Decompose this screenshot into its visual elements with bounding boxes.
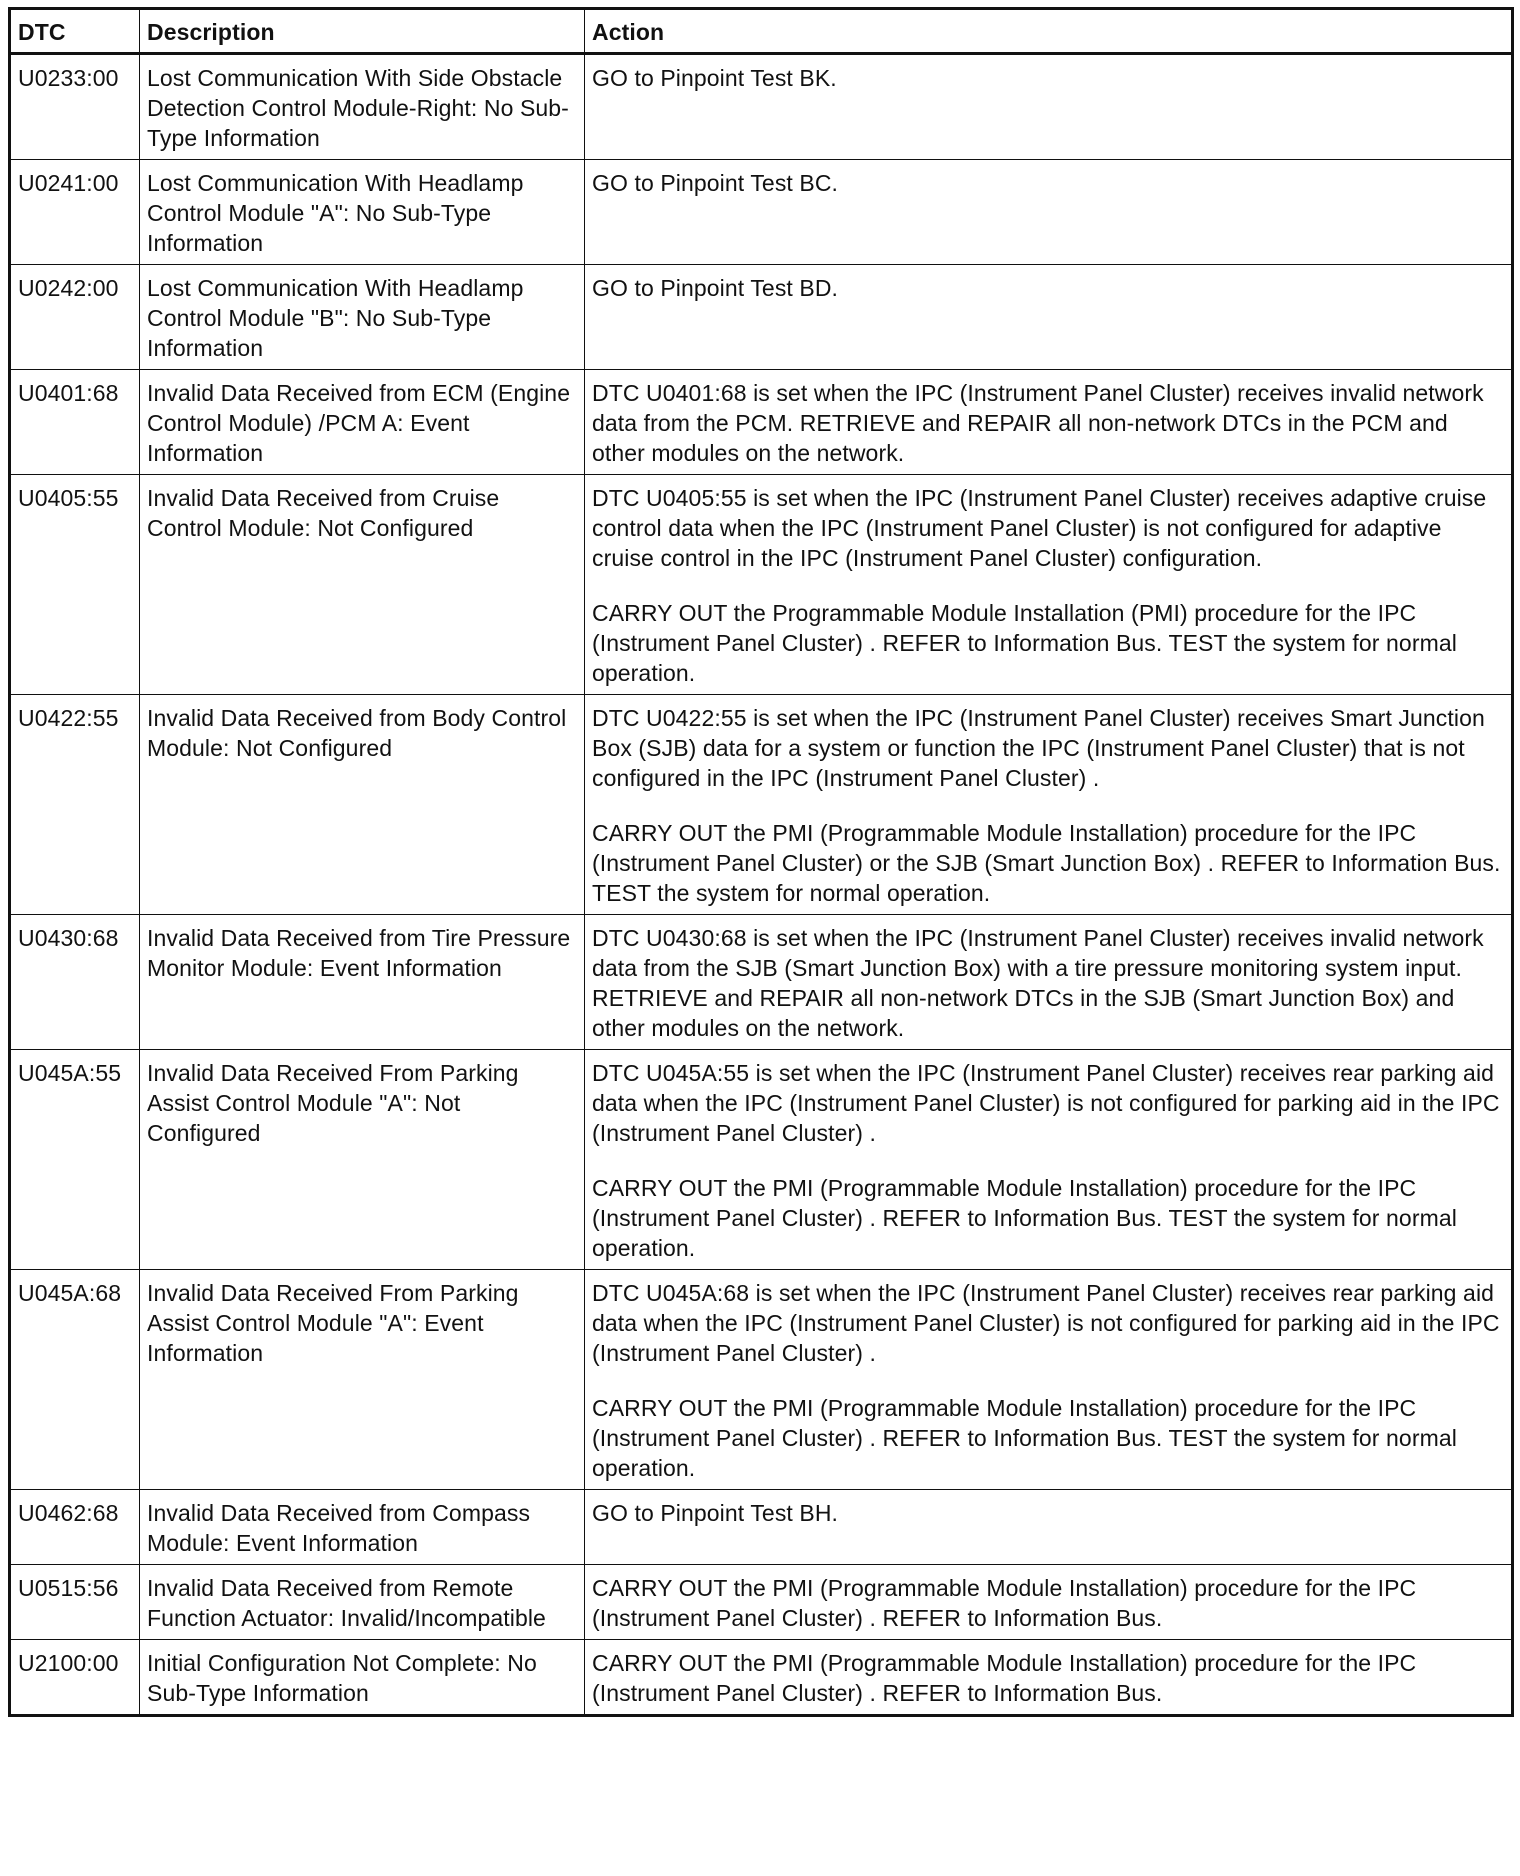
action-cell	[585, 1640, 1513, 1716]
description-cell: Invalid Data Received From Parking Assist Control Module "A": Event Information	[140, 1270, 585, 1490]
action-paragraph: DTC U0422:55 is set when the IPC (Instrument Panel Cluster) receives Smart Junction Box (SJB) data for a system or function the IPC (Instrument Panel Cluster) that is not configured in the IPC (Instrument Panel Cluster) .	[592, 705, 1485, 791]
description-cell: Lost Communication With Headlamp Control Module "A": No Sub-Type Information	[140, 160, 585, 265]
header-action: Action	[585, 9, 1513, 54]
dtc-code-cell: U0401:68	[10, 370, 140, 475]
action-cell	[585, 1050, 1513, 1270]
dtc-code-cell: U2100:00	[10, 1640, 140, 1716]
dtc-code-cell: U0405:55	[10, 475, 140, 695]
action-cell	[585, 54, 1513, 160]
action-paragraph: DTC U045A:68 is set when the IPC (Instrument Panel Cluster) receives rear parking aid data when the IPC (Instrument Panel Cluster) is not configured for parking aid in the IPC (Instrument Panel Cluster) .	[592, 1280, 1500, 1366]
action-paragraph: CARRY OUT the PMI (Programmable Module Installation) procedure for the IPC (Instrument Panel Cluster) or the SJB (Smart Junction Box) . REFER to Information Bus. TEST the system for normal operation.	[592, 820, 1501, 906]
dtc-code-cell: U0242:00	[10, 265, 140, 370]
description-cell: Invalid Data Received from ECM (Engine Control Module) /PCM A: Event Information	[140, 370, 585, 475]
table-row	[10, 54, 1513, 160]
table-row	[10, 370, 1513, 475]
table-row	[10, 475, 1513, 695]
action-cell	[585, 160, 1513, 265]
action-paragraph: DTC U0401:68 is set when the IPC (Instrument Panel Cluster) receives invalid network data from the PCM. RETRIEVE and REPAIR all non-network DTCs in the PCM and other modules on the network.	[592, 380, 1484, 466]
action-cell	[585, 265, 1513, 370]
dtc-code-cell: U0430:68	[10, 915, 140, 1050]
action-paragraph: CARRY OUT the PMI (Programmable Module Installation) procedure for the IPC (Instrument Panel Cluster) . REFER to Information Bus. TEST the system for normal operation.	[592, 1175, 1457, 1261]
table-row	[10, 160, 1513, 265]
action-paragraph: CARRY OUT the PMI (Programmable Module Installation) procedure for the IPC (Instrument Panel Cluster) . REFER to Information Bus.	[592, 1575, 1417, 1631]
description-cell: Invalid Data Received from Cruise Control Module: Not Configured	[140, 475, 585, 695]
header-description: Description	[140, 9, 585, 54]
action-paragraph: DTC U045A:55 is set when the IPC (Instrument Panel Cluster) receives rear parking aid data when the IPC (Instrument Panel Cluster) is not configured for parking aid in the IPC (Instrument Panel Cluster) .	[592, 1060, 1500, 1146]
dtc-code-cell: U045A:68	[10, 1270, 140, 1490]
action-paragraph: CARRY OUT the PMI (Programmable Module Installation) procedure for the IPC (Instrument Panel Cluster) . REFER to Information Bus.	[592, 1650, 1417, 1706]
description-cell: Invalid Data Received from Body Control Module: Not Configured	[140, 695, 585, 915]
action-cell	[585, 370, 1513, 475]
table-row	[10, 1640, 1513, 1716]
description-cell: Invalid Data Received From Parking Assist Control Module "A": Not Configured	[140, 1050, 585, 1270]
header-row	[10, 9, 1513, 54]
action-cell	[585, 915, 1513, 1050]
action-cell	[585, 1565, 1513, 1640]
description-cell: Initial Configuration Not Complete: No Sub-Type Information	[140, 1640, 585, 1716]
dtc-code-cell: U0233:00	[10, 54, 140, 160]
description-cell: Invalid Data Received from Compass Module: Event Information	[140, 1490, 585, 1565]
table-row	[10, 695, 1513, 915]
action-paragraph: CARRY OUT the PMI (Programmable Module Installation) procedure for the IPC (Instrument Panel Cluster) . REFER to Information Bus. TEST the system for normal operation.	[592, 1395, 1457, 1481]
dtc-code-cell: U0462:68	[10, 1490, 140, 1565]
description-cell: Lost Communication With Side Obstacle Detection Control Module-Right: No Sub-Type Information	[140, 54, 585, 160]
table-header	[10, 9, 1513, 54]
action-paragraph: DTC U0405:55 is set when the IPC (Instrument Panel Cluster) receives adaptive cruise control data when the IPC (Instrument Panel Cluster) is not configured for adaptive cruise control in the IPC (Instrument Panel Cluster) configuration.	[592, 485, 1487, 571]
description-cell: Invalid Data Received from Remote Function Actuator: Invalid/Incompatible	[140, 1565, 585, 1640]
table-row	[10, 1565, 1513, 1640]
action-cell	[585, 475, 1513, 695]
action-paragraph: DTC U0430:68 is set when the IPC (Instrument Panel Cluster) receives invalid network data from the SJB (Smart Junction Box) with a tire pressure monitoring system input. RETRIEVE and REPAIR all non-network DTCs in the SJB (Smart Junction Box) and other modules on the network.	[592, 925, 1484, 1041]
action-cell	[585, 1270, 1513, 1490]
dtc-code-cell: U0241:00	[10, 160, 140, 265]
action-paragraph: GO to Pinpoint Test BD.	[592, 275, 839, 301]
action-paragraph: GO to Pinpoint Test BH.	[592, 1500, 839, 1526]
table-row	[10, 1270, 1513, 1490]
table-row	[10, 265, 1513, 370]
action-cell	[585, 1490, 1513, 1565]
table-row	[10, 915, 1513, 1050]
table-row	[10, 1050, 1513, 1270]
action-paragraph: CARRY OUT the Programmable Module Installation (PMI) procedure for the IPC (Instrument Panel Cluster) . REFER to Information Bus. TEST the system for normal operation.	[592, 600, 1457, 686]
description-cell: Lost Communication With Headlamp Control Module "B": No Sub-Type Information	[140, 265, 585, 370]
action-cell	[585, 695, 1513, 915]
dtc-code-cell: U0515:56	[10, 1565, 140, 1640]
action-paragraph: GO to Pinpoint Test BK.	[592, 65, 837, 91]
table-row	[10, 1490, 1513, 1565]
action-paragraph: GO to Pinpoint Test BC.	[592, 170, 839, 196]
description-cell: Invalid Data Received from Tire Pressure Monitor Module: Event Information	[140, 915, 585, 1050]
dtc-code-cell: U045A:55	[10, 1050, 140, 1270]
header-dtc: DTC	[10, 9, 140, 54]
dtc-table	[8, 7, 1514, 1717]
dtc-code-cell: U0422:55	[10, 695, 140, 915]
table-body	[10, 54, 1513, 1716]
